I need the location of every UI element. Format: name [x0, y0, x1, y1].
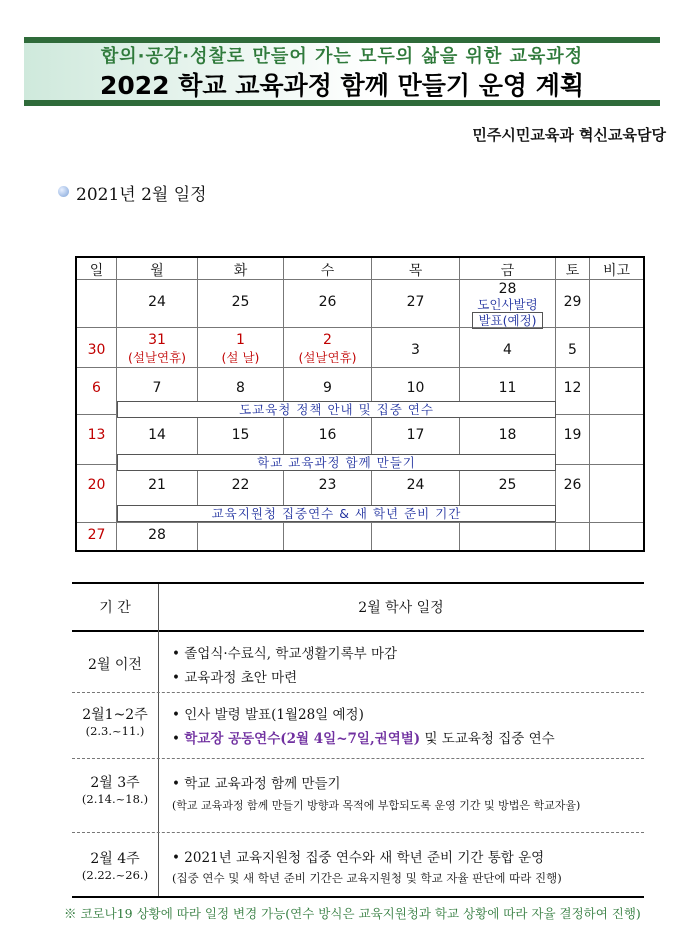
calendar-day-number	[556, 523, 589, 527]
calendar-day-number: 17	[406, 427, 425, 443]
calendar-day-number	[590, 280, 643, 294]
calendar-day-number: 15	[231, 427, 250, 443]
calendar-header-label: 수	[320, 263, 335, 279]
calendar-day-number: 8	[236, 380, 245, 396]
calendar-header-cell	[284, 258, 372, 280]
slogan: 합의·공감·성찰로 만들어 가는 모두의 삶을 위한 교육과정	[100, 46, 584, 67]
table-bottom-rule	[72, 896, 644, 898]
calendar-day-cell	[117, 280, 198, 328]
calendar-day-cell	[590, 465, 643, 523]
calendar-day-cell	[556, 368, 590, 415]
calendar-day-number: 14	[148, 427, 166, 443]
calendar-day-number: 1	[236, 332, 245, 348]
calendar-day-number: 18	[498, 427, 517, 443]
schedule-item: • 교육과정 초안 마련	[172, 670, 298, 686]
calendar-day-number: 23	[318, 477, 337, 493]
personnel-note: 발표(예정)	[472, 312, 543, 329]
calendar-day-cell	[372, 280, 460, 328]
calendar-day-number: 16	[318, 427, 337, 443]
schedule-column-header: 2월 학사 일정	[358, 600, 444, 616]
calendar-day-number: 24	[406, 477, 425, 493]
calendar-day-number: 25	[498, 477, 517, 493]
calendar-day-cell	[77, 415, 117, 465]
schedule-note: (학교 교육과정 함께 만들기 방향과 목적에 부합되도록 운영 기간 및 방법은 학교자율)	[172, 799, 581, 812]
calendar-header-cell	[556, 258, 590, 280]
calendar-day-number: 11	[498, 380, 517, 396]
schedule-item: • 2021년 교육지원청 집중 연수와 새 학년 준비 기간 통합 운영	[172, 850, 545, 866]
calendar-event-banner: 교육지원청 집중연수 & 새 학년 준비 기간	[117, 505, 556, 522]
schedule-item: • 학교 교육과정 함께 만들기	[172, 776, 341, 792]
calendar-day-number: 27	[406, 294, 425, 310]
period-cell: 2월 3주 (2.14.~18.)	[81, 775, 149, 806]
calendar-day-number: 3	[411, 342, 420, 358]
calendar-header-label: 목	[408, 263, 423, 279]
calendar-day-cell	[590, 523, 643, 550]
schedule-note: (집중 연수 및 새 학년 준비 기간은 교육지원청 및 학교 자율 판단에 따라 진행)	[172, 871, 562, 885]
page-title: 2022 학교 교육과정 함께 만들기 운영 계획	[99, 71, 585, 100]
calendar-day-number: 24	[148, 294, 166, 310]
calendar-day-number: 30	[87, 342, 106, 358]
period-cell: 2월 4주 (2.22.~26.)	[81, 851, 149, 882]
calendar-day-number	[590, 368, 643, 380]
calendar-day-cell	[590, 368, 643, 415]
footnote: ※ 코로나19 상황에 따라 일정 변경 가능(연수 방식은 교육지원청과 학교 상황에 따라 자율 결정하여 진행)	[64, 906, 641, 921]
calendar-day-number	[590, 415, 643, 427]
calendar-day-cell	[556, 523, 590, 550]
calendar-day-number: 20	[87, 477, 106, 493]
row-divider	[72, 832, 644, 833]
row-divider	[72, 758, 644, 759]
calendar-day-number	[372, 523, 459, 527]
calendar-table	[75, 256, 645, 552]
calendar-day-cell	[198, 280, 284, 328]
schedule-heading: 2021년 2월 일정	[76, 185, 207, 205]
period-column-header: 기 간	[99, 600, 131, 616]
calendar-day-number: 22	[231, 477, 250, 493]
calendar-header-cell	[117, 258, 198, 280]
calendar-header-label: 일	[89, 263, 104, 279]
calendar-day-cell	[556, 465, 590, 523]
holiday-label: (설날연휴)	[298, 350, 357, 365]
calendar-day-cell	[556, 415, 590, 465]
calendar-day-number: 26	[318, 294, 337, 310]
calendar-day-number	[460, 523, 555, 527]
calendar-day-number: 28	[498, 281, 517, 297]
calendar-day-number: 4	[503, 342, 512, 358]
calendar-day-number: 13	[87, 427, 106, 443]
holiday-label: (설날연휴)	[127, 350, 187, 365]
calendar-day-cell	[556, 280, 590, 328]
calendar-day-number: 27	[87, 527, 106, 543]
calendar-day-number	[590, 328, 643, 342]
calendar-header-cell	[77, 258, 117, 280]
calendar-day-number: 7	[152, 380, 162, 396]
calendar-day-number: 6	[92, 380, 101, 396]
calendar-day-cell	[590, 328, 643, 368]
calendar-day-cell	[590, 280, 643, 328]
calendar-day-cell	[77, 328, 117, 368]
schedule-item-highlight: • 학교장 공동연수(2월 4일~7일,권역별) 및 도교육청 집중 연수	[172, 731, 555, 747]
calendar-header-cell	[590, 258, 643, 280]
period-cell: 2월 이전	[88, 657, 142, 673]
calendar-header-label: 비고	[602, 263, 631, 279]
calendar-day-cell	[117, 328, 198, 368]
calendar-day-number	[77, 280, 116, 294]
calendar-day-number: 5	[568, 342, 577, 358]
row-divider	[72, 692, 644, 693]
calendar-day-number	[590, 523, 643, 527]
calendar-day-cell	[77, 280, 117, 328]
calendar-day-cell	[284, 523, 372, 550]
calendar-day-cell	[460, 280, 556, 328]
calendar-header-cell	[460, 258, 556, 280]
calendar-day-cell	[372, 523, 460, 550]
calendar-day-number: 10	[406, 380, 425, 396]
calendar-event-banner: 학교 교육과정 함께 만들기	[117, 454, 556, 471]
calendar-day-cell	[77, 465, 117, 523]
calendar-day-cell	[460, 328, 556, 368]
calendar-day-cell	[117, 523, 198, 550]
calendar-header-label: 화	[233, 263, 248, 279]
calendar-header-label: 금	[500, 263, 515, 279]
calendar-header-cell	[198, 258, 284, 280]
calendar-day-cell	[198, 523, 284, 550]
calendar-day-cell	[77, 368, 117, 415]
calendar-day-number: 19	[563, 427, 582, 443]
calendar-day-cell	[284, 328, 372, 368]
period-cell: 2월1~2주 (2.3.~11.)	[82, 707, 148, 738]
table-column-divider	[158, 584, 159, 896]
calendar-header-label: 토	[565, 263, 580, 279]
calendar-day-number: 9	[323, 380, 332, 396]
holiday-label: (설 날)	[221, 350, 260, 365]
calendar-day-number: 31	[148, 332, 166, 348]
calendar-header-cell	[372, 258, 460, 280]
calendar-day-number: 2	[323, 332, 332, 348]
schedule-item: • 인사 발령 발표(1월28일 예정)	[172, 707, 364, 723]
calendar-day-cell	[556, 328, 590, 368]
calendar-header-label: 월	[150, 263, 164, 279]
personnel-note: 도인사발령	[477, 297, 538, 312]
calendar-day-number: 29	[563, 294, 582, 310]
calendar-day-number: 26	[563, 477, 582, 493]
calendar-day-cell	[590, 415, 643, 465]
schedule-item: • 졸업식·수료식, 학교생활기록부 마감	[172, 646, 398, 662]
calendar-day-cell	[198, 328, 284, 368]
calendar-event-banner: 도교육청 정책 안내 및 집중 연수	[117, 401, 556, 418]
calendar-day-cell	[372, 328, 460, 368]
calendar-day-number: 28	[148, 527, 166, 543]
calendar-day-number: 25	[231, 294, 250, 310]
calendar-day-cell	[77, 523, 117, 550]
calendar-day-number	[284, 523, 371, 527]
calendar-day-number	[198, 523, 283, 527]
department-label: 민주시민교육과 혁신교육담당	[472, 126, 666, 144]
calendar-day-number	[590, 465, 643, 477]
calendar-day-cell	[460, 523, 556, 550]
calendar-day-number: 21	[148, 477, 166, 493]
calendar-day-cell	[284, 280, 372, 328]
calendar-day-number: 12	[563, 380, 582, 396]
